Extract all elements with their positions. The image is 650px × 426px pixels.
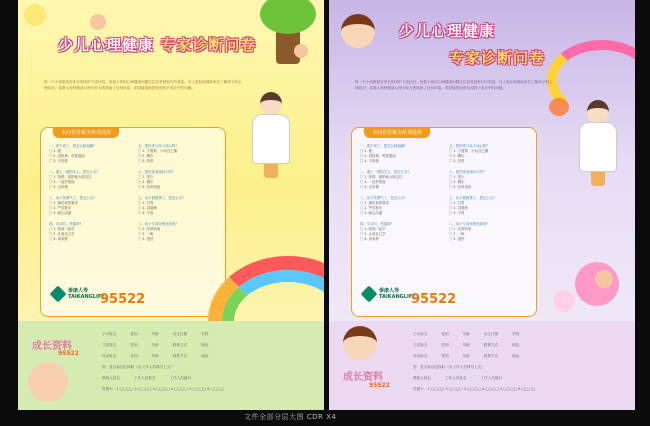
form-field-label[interactable]: 联系方式: [172, 354, 188, 358]
question-option[interactable]: □ 1. 很少: [449, 175, 530, 180]
child-illustration: [341, 14, 375, 48]
form-field-label[interactable]: 性别: [441, 332, 449, 336]
question-option[interactable]: □ 3. 经常: [138, 159, 219, 164]
question-option[interactable]: □ 1. 陪他一起学: [360, 227, 441, 232]
question-option[interactable]: □ 2. 偶尔: [449, 180, 530, 185]
question-item: [138, 196, 219, 216]
question-option[interactable]: □ 2. 偶尔: [138, 180, 219, 185]
intro-text: 每一个小孩都是在家长的呵护下成长的，但是小孩的心理健康问题往往容易被家长所忽视。为了更好地帮助家长了解孩子的心理状况，泰康人寿特邀请心理专家为您准备了这份问卷，希望能帮助您发现孩子成长中的问题。: [44, 80, 242, 90]
tree-illustration: [276, 24, 300, 64]
form-field-label[interactable]: 性别: [130, 343, 138, 347]
question-item: [449, 222, 530, 242]
question-option[interactable]: □ 2. 严厉批评: [49, 206, 130, 211]
poster-left: [18, 0, 324, 410]
form-field-label[interactable]: 工作人员姓名: [444, 376, 467, 380]
child-illustration: [343, 326, 377, 360]
form-field-label[interactable]: 地址: [512, 354, 520, 358]
brand-logo: 泰康人寿 TAIKANGLIFE: [52, 288, 105, 300]
question-item: [449, 170, 530, 190]
question-option[interactable]: □ 1. 经常吵架: [138, 227, 219, 232]
form-field-label[interactable]: 地址: [201, 354, 209, 358]
form-field-label[interactable]: 年龄: [462, 354, 470, 358]
hotline-number: 95522: [411, 292, 457, 307]
form-field-label[interactable]: 地址: [512, 343, 520, 347]
child-illustration: [90, 14, 106, 30]
growth-hotline: 95522: [58, 350, 79, 357]
form-field-label[interactable]: 年龄: [151, 354, 159, 358]
form-row: [413, 354, 533, 359]
form-field-label[interactable]: 工作人员姓名: [133, 376, 156, 380]
question-option[interactable]: □ 2. 一般: [138, 232, 219, 237]
poster-title: 少儿心理健康 专家诊断问卷: [399, 22, 546, 67]
question-option[interactable]: □ 1. 经常吵架: [449, 227, 530, 232]
form-field-label[interactable]: 父亲姓名: [102, 343, 117, 347]
form-field-label[interactable]: 学校: [201, 332, 209, 336]
form-field-label[interactable]: 工作人员编号: [480, 376, 503, 380]
question-item: [49, 144, 130, 164]
question-item: [360, 144, 441, 164]
form-field-label[interactable]: 联系方式: [483, 343, 499, 347]
question-text: 二、遇上一群陌生人，您怎么办？: [49, 170, 100, 174]
question-option[interactable]: □ 1. 打骂: [138, 201, 219, 206]
question-option[interactable]: □ 1. 满足他的要求: [49, 201, 130, 206]
question-text: 七、孩子做错事了，您怎么办？: [449, 196, 497, 200]
question-option[interactable]: □ 1. 不需要，小孩自己懂: [449, 149, 530, 154]
form-field-label[interactable]: 工作人员编号: [169, 376, 192, 380]
question-option[interactable]: □ 1. 热情，鼓励他大胆交往: [360, 175, 441, 180]
doctor-illustration: [575, 100, 625, 186]
form-row: [413, 343, 533, 348]
poster-title: 少儿心理健康 专家诊断问卷: [58, 36, 257, 54]
hotline-number: 95522: [100, 292, 146, 307]
heart-balloon-icon: [549, 98, 569, 116]
question-item: [449, 144, 530, 164]
questionnaire-header: 本问卷答案为单项选择: [53, 127, 119, 138]
question-option[interactable]: □ 2. 让他自己学: [360, 232, 441, 237]
form-field-label[interactable]: 您：是否参加过保险（由工作人员填写上交）: [102, 365, 174, 369]
form-field-label[interactable]: 学校: [512, 332, 520, 336]
question-item: [138, 144, 219, 164]
question-option[interactable]: □ 1. 很少: [138, 175, 219, 180]
question-option[interactable]: □ 1. 打骂: [449, 201, 530, 206]
question-option[interactable]: □ 1. 满足他的要求: [360, 201, 441, 206]
sun-icon: [24, 4, 46, 26]
question-option[interactable]: □ 3. 不管: [449, 211, 530, 216]
questionnaire-header: 本问卷答案为单项选择: [364, 127, 430, 138]
question-text: 五、您经常与孩子谈心吗？: [449, 144, 490, 148]
question-item: [138, 170, 219, 190]
question-text: 二、遇上一群陌生人，您怎么办？: [360, 170, 411, 174]
doctor-illustration: [248, 92, 298, 178]
brand-logo: 泰康人寿 TAIKANGLIFE: [363, 288, 416, 300]
form-field-label[interactable]: 联系人姓名: [413, 376, 431, 380]
question-option[interactable]: □ 3. 经常表扬: [138, 185, 219, 190]
form-field-label[interactable]: 母亲姓名: [413, 354, 428, 358]
question-option[interactable]: □ 3. 耐心沟通: [49, 211, 130, 216]
growth-hotline: 95522: [369, 382, 390, 389]
question-list: [360, 144, 530, 242]
question-item: [49, 222, 130, 242]
question-option[interactable]: □ 2. 偶尔: [449, 154, 530, 159]
form-field-label[interactable]: 答题卡：1.□□□□ 2.□□□□ 3.□□□□ 4.□□□□ 5.□□□□ 6.□□□□: [413, 387, 536, 391]
question-option[interactable]: □ 3. 无所谓: [360, 185, 441, 190]
form-field-label[interactable]: 性别: [441, 354, 449, 358]
form-row: [102, 365, 188, 370]
question-option[interactable]: □ 3. 不知道: [49, 159, 130, 164]
question-text: 一、看不到了，您怎么哄他睡？: [49, 144, 97, 148]
form-field-label[interactable]: 联系人姓名: [102, 376, 120, 380]
form-field-label[interactable]: 性别: [441, 343, 449, 347]
question-option[interactable]: □ 2. 偶尔: [138, 154, 219, 159]
question-list: [49, 144, 219, 242]
question-option[interactable]: □ 1. 陪他一起学: [49, 227, 130, 232]
form-field-label[interactable]: 年龄: [462, 343, 470, 347]
form-field-label[interactable]: 联系方式: [172, 343, 188, 347]
question-option[interactable]: □ 2. 讲道理: [449, 206, 530, 211]
question-item: [49, 196, 130, 216]
family-illustration: [28, 362, 68, 402]
question-text: 七、孩子做错事了，您怎么办？: [138, 196, 186, 200]
question-text: 三、孩子发脾气了，您怎么办？: [49, 196, 97, 200]
question-option[interactable]: □ 1. 抱: [360, 149, 441, 154]
question-text: 三、孩子发脾气了，您怎么办？: [360, 196, 408, 200]
question-text: 四、学习时，您通常？: [49, 222, 83, 226]
question-item: [360, 222, 441, 242]
file-caption: 文件全部分层大图 CDR X4: [244, 413, 337, 421]
question-option[interactable]: □ 3. 无所谓: [49, 185, 130, 190]
question-item: [360, 196, 441, 216]
question-text: 八、孩子与同伴相处如何？: [138, 222, 179, 226]
form-row: [102, 387, 238, 392]
form-field-label[interactable]: 地址: [201, 343, 209, 347]
question-option[interactable]: □ 3. 耐心沟通: [360, 211, 441, 216]
question-option[interactable]: □ 3. 请家教: [360, 237, 441, 242]
question-option[interactable]: □ 2. 一般: [449, 232, 530, 237]
form-field-label[interactable]: 母亲姓名: [102, 354, 117, 358]
question-text: 八、孩子与同伴相处如何？: [449, 222, 490, 226]
form-field-label[interactable]: 年龄: [151, 332, 159, 336]
form-row: [413, 332, 533, 337]
question-option[interactable]: □ 3. 很好: [138, 237, 219, 242]
question-option[interactable]: □ 2. 让他自己学: [49, 232, 130, 237]
question-option[interactable]: □ 3. 经常: [449, 159, 530, 164]
form-row: [102, 354, 222, 359]
form-row: [102, 332, 222, 337]
question-text: 五、您经常与孩子谈心吗？: [138, 144, 179, 148]
question-option[interactable]: □ 2. 讲道理: [138, 206, 219, 211]
question-option[interactable]: □ 1. 抱: [49, 149, 130, 154]
form-row: [102, 376, 205, 381]
question-option[interactable]: □ 2. 一直护着他: [49, 180, 130, 185]
question-option[interactable]: □ 2. 讲故事、哼摇篮曲: [360, 154, 441, 159]
question-option[interactable]: □ 3. 很好: [449, 237, 530, 242]
question-text: 一、看不到了，您怎么哄他睡？: [360, 144, 408, 148]
intro-text: 每一个小孩都是在家长的呵护下成长的，但是小孩的心理健康问题往往容易被家长所忽视。为了更好地帮助家长了解孩子的心理状况，泰康人寿特邀请心理专家为您准备了这份问卷，希望能帮助您发现孩子成长中的问题。: [355, 80, 553, 90]
form-field-label[interactable]: 性别: [130, 354, 138, 358]
growth-title: 成长资料: [32, 341, 72, 352]
form-row: [413, 365, 499, 370]
question-option[interactable]: □ 3. 经常表扬: [449, 185, 530, 190]
form-field-label[interactable]: 答题卡：1.□□□□ 2.□□□□ 3.□□□□ 4.□□□□ 5.□□□□ 6.□□□□: [102, 387, 225, 391]
question-item: [449, 196, 530, 216]
question-option[interactable]: □ 3. 不管: [138, 211, 219, 216]
form-field-label[interactable]: 子女姓名: [102, 332, 117, 336]
question-text: 六、您经常表扬孩子吗？: [449, 170, 487, 174]
flower-illustration: [553, 290, 575, 312]
child-illustration: [595, 270, 613, 288]
form-field-label[interactable]: 联系方式: [483, 354, 499, 358]
question-option[interactable]: □ 1. 热情，鼓励他大胆交往: [49, 175, 130, 180]
form-field-label[interactable]: 子女姓名: [413, 332, 428, 336]
poster-right: [329, 0, 635, 410]
question-option[interactable]: □ 3. 不知道: [360, 159, 441, 164]
question-option[interactable]: □ 2. 一直护着他: [360, 180, 441, 185]
form-field-label[interactable]: 年龄: [151, 343, 159, 347]
child-illustration: [294, 44, 308, 58]
question-option[interactable]: □ 2. 讲故事、哼摇篮曲: [49, 154, 130, 159]
question-text: 四、学习时，您通常？: [360, 222, 394, 226]
question-item: [49, 170, 130, 190]
form-field-label[interactable]: 您：是否参加过保险（由工作人员填写上交）: [413, 365, 485, 369]
form-field-label[interactable]: 年龄: [462, 332, 470, 336]
form-row: [413, 387, 549, 392]
question-text: 六、您经常表扬孩子吗？: [138, 170, 176, 174]
question-option[interactable]: □ 1. 不需要，小孩自己懂: [138, 149, 219, 154]
question-item: [360, 170, 441, 190]
form-field-label[interactable]: 出生日期: [172, 332, 188, 336]
question-option[interactable]: □ 2. 严厉批评: [360, 206, 441, 211]
form-field-label[interactable]: 出生日期: [483, 332, 499, 336]
form-row: [102, 343, 222, 348]
form-row: [413, 376, 516, 381]
form-field-label[interactable]: 父亲姓名: [413, 343, 428, 347]
growth-title: 成长资料: [343, 372, 383, 383]
question-option[interactable]: □ 3. 请家教: [49, 237, 130, 242]
form-field-label[interactable]: 性别: [130, 332, 138, 336]
question-item: [138, 222, 219, 242]
